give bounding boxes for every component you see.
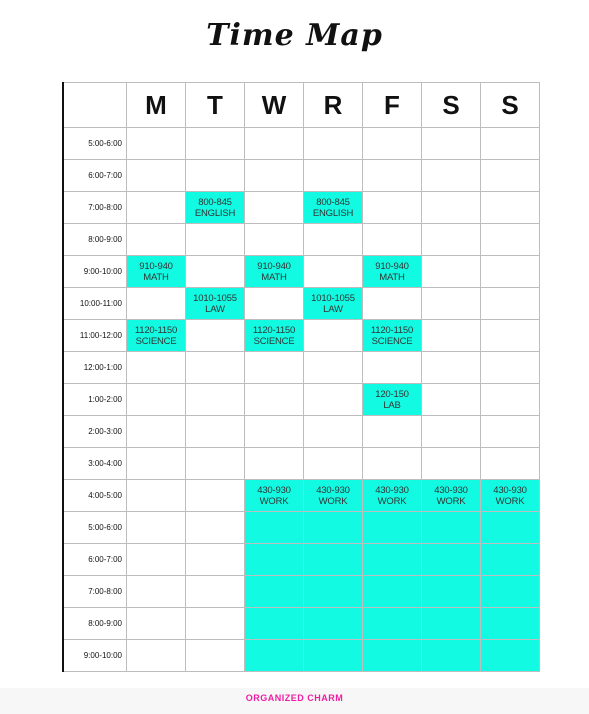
time-row — [63, 608, 540, 640]
event-cell — [363, 320, 422, 352]
event-cell — [363, 480, 422, 512]
empty-cell — [186, 448, 245, 480]
event-fill-cell — [481, 544, 540, 576]
time-slot-label: 5:00-6:00 — [63, 512, 127, 544]
event-cell — [127, 256, 186, 288]
time-row — [63, 288, 540, 320]
time-slot-label: 9:00-10:00 — [63, 640, 127, 672]
empty-cell — [127, 352, 186, 384]
empty-cell — [363, 416, 422, 448]
empty-cell — [186, 512, 245, 544]
event-fill-cell — [422, 640, 481, 672]
event-cell — [422, 480, 481, 512]
event-fill-cell — [304, 576, 363, 608]
event-time: 430-930 — [316, 484, 350, 496]
empty-cell — [186, 576, 245, 608]
empty-cell — [304, 320, 363, 352]
empty-cell — [304, 384, 363, 416]
empty-cell — [363, 288, 422, 320]
time-row — [63, 384, 540, 416]
event-cell — [363, 256, 422, 288]
empty-cell — [304, 416, 363, 448]
empty-cell — [422, 160, 481, 192]
event-time: 1120-1150 — [134, 324, 178, 336]
empty-cell — [245, 352, 304, 384]
time-slot-label: 6:00-7:00 — [63, 160, 127, 192]
day-header-mon: M — [127, 83, 186, 128]
time-row — [63, 640, 540, 672]
time-row — [63, 256, 540, 288]
day-header-tue: T — [186, 83, 245, 128]
time-slot-label: 7:00-8:00 — [63, 192, 127, 224]
empty-cell — [304, 224, 363, 256]
time-slot-label: 5:00-6:00 — [63, 128, 127, 160]
time-slot-label: 10:00-11:00 — [63, 288, 127, 320]
event-label: WORK — [436, 495, 466, 507]
empty-cell — [481, 256, 540, 288]
event-time: 430-930 — [257, 484, 291, 496]
time-row — [63, 320, 540, 352]
empty-cell — [481, 160, 540, 192]
empty-cell — [481, 288, 540, 320]
empty-cell — [422, 448, 481, 480]
day-header-thu: R — [304, 83, 363, 128]
day-header-row — [63, 83, 540, 128]
empty-cell — [422, 384, 481, 416]
event-fill-cell — [304, 512, 363, 544]
empty-cell — [304, 352, 363, 384]
event-cell — [481, 480, 540, 512]
empty-cell — [245, 192, 304, 224]
event-fill-cell — [245, 512, 304, 544]
empty-cell — [127, 448, 186, 480]
empty-cell — [186, 384, 245, 416]
empty-cell — [127, 608, 186, 640]
event-cell — [304, 192, 363, 224]
event-time: 1120-1150 — [252, 324, 296, 336]
empty-cell — [481, 384, 540, 416]
event-fill-cell — [481, 512, 540, 544]
empty-cell — [186, 160, 245, 192]
event-time: 1120-1150 — [370, 324, 414, 336]
empty-cell — [245, 448, 304, 480]
event-label: SCIENCE — [135, 335, 177, 347]
time-slot-label: 4:00-5:00 — [63, 480, 127, 512]
time-row — [63, 480, 540, 512]
empty-cell — [186, 128, 245, 160]
event-time: 430-930 — [375, 484, 409, 496]
empty-cell — [481, 416, 540, 448]
day-header-wed: W — [245, 83, 304, 128]
event-time: 910-940 — [375, 260, 409, 272]
day-header-sun: S — [481, 83, 540, 128]
event-label: WORK — [495, 495, 525, 507]
event-fill-cell — [363, 640, 422, 672]
empty-cell — [127, 640, 186, 672]
event-time: 430-930 — [493, 484, 527, 496]
empty-cell — [245, 128, 304, 160]
empty-cell — [186, 256, 245, 288]
time-row — [63, 416, 540, 448]
event-cell — [304, 480, 363, 512]
empty-cell — [422, 352, 481, 384]
event-cell — [186, 288, 245, 320]
empty-cell — [186, 320, 245, 352]
empty-cell — [363, 448, 422, 480]
empty-cell — [363, 128, 422, 160]
event-cell — [245, 320, 304, 352]
event-time: 120-150 — [375, 388, 409, 400]
event-cell — [363, 384, 422, 416]
empty-cell — [363, 224, 422, 256]
empty-cell — [422, 320, 481, 352]
event-label: WORK — [377, 495, 407, 507]
empty-cell — [245, 224, 304, 256]
event-fill-cell — [422, 608, 481, 640]
event-label: LAW — [323, 303, 343, 315]
event-cell — [304, 288, 363, 320]
time-slot-label: 9:00-10:00 — [63, 256, 127, 288]
event-fill-cell — [363, 512, 422, 544]
event-label: LAW — [205, 303, 225, 315]
empty-cell — [363, 160, 422, 192]
empty-cell — [186, 640, 245, 672]
empty-cell — [245, 288, 304, 320]
empty-cell — [363, 352, 422, 384]
time-slot-label: 11:00-12:00 — [63, 320, 127, 352]
empty-cell — [127, 192, 186, 224]
event-fill-cell — [363, 608, 422, 640]
empty-cell — [127, 576, 186, 608]
time-row — [63, 512, 540, 544]
empty-cell — [481, 320, 540, 352]
empty-cell — [127, 128, 186, 160]
time-slot-label: 7:00-8:00 — [63, 576, 127, 608]
empty-cell — [422, 288, 481, 320]
time-row — [63, 352, 540, 384]
event-fill-cell — [481, 576, 540, 608]
event-cell — [245, 480, 304, 512]
event-fill-cell — [245, 608, 304, 640]
empty-cell — [245, 384, 304, 416]
event-fill-cell — [363, 544, 422, 576]
time-row — [63, 224, 540, 256]
time-slot-label: 12:00-1:00 — [63, 352, 127, 384]
event-time: 1010-1055 — [311, 292, 355, 304]
empty-cell — [304, 256, 363, 288]
empty-cell — [186, 608, 245, 640]
event-label: ENGLISH — [194, 207, 236, 219]
event-label: MATH — [143, 271, 169, 283]
grid-body — [63, 128, 540, 672]
event-time: 800-845 — [316, 196, 350, 208]
event-fill-cell — [422, 544, 481, 576]
time-row — [63, 576, 540, 608]
event-fill-cell — [245, 640, 304, 672]
empty-cell — [127, 160, 186, 192]
empty-cell — [245, 160, 304, 192]
empty-cell — [422, 224, 481, 256]
event-time: 430-930 — [434, 484, 468, 496]
event-fill-cell — [245, 576, 304, 608]
event-label: MATH — [379, 271, 405, 283]
event-fill-cell — [304, 608, 363, 640]
event-label: WORK — [259, 495, 289, 507]
event-label: SCIENCE — [371, 335, 413, 347]
time-slot-label: 2:00-3:00 — [63, 416, 127, 448]
empty-cell — [304, 448, 363, 480]
event-label: LAB — [383, 399, 401, 411]
event-label: SCIENCE — [253, 335, 295, 347]
time-row — [63, 128, 540, 160]
event-cell — [186, 192, 245, 224]
time-slot-label: 3:00-4:00 — [63, 448, 127, 480]
empty-cell — [304, 160, 363, 192]
empty-cell — [422, 416, 481, 448]
empty-cell — [481, 128, 540, 160]
empty-cell — [127, 480, 186, 512]
event-label: WORK — [318, 495, 348, 507]
time-slot-label: 6:00-7:00 — [63, 544, 127, 576]
time-row — [63, 160, 540, 192]
event-fill-cell — [481, 640, 540, 672]
empty-cell — [422, 256, 481, 288]
empty-cell — [127, 544, 186, 576]
empty-cell — [481, 448, 540, 480]
event-cell — [127, 320, 186, 352]
empty-cell — [481, 192, 540, 224]
empty-cell — [186, 416, 245, 448]
time-slot-label: 8:00-9:00 — [63, 608, 127, 640]
empty-cell — [422, 192, 481, 224]
empty-cell — [422, 128, 481, 160]
event-fill-cell — [304, 544, 363, 576]
event-cell — [245, 256, 304, 288]
event-time: 1010-1055 — [193, 292, 237, 304]
time-slot-label: 1:00-2:00 — [63, 384, 127, 416]
empty-cell — [186, 352, 245, 384]
empty-cell — [127, 416, 186, 448]
empty-cell — [481, 352, 540, 384]
event-fill-cell — [481, 608, 540, 640]
event-fill-cell — [245, 544, 304, 576]
event-fill-cell — [304, 640, 363, 672]
empty-cell — [186, 480, 245, 512]
schedule-grid — [62, 82, 540, 672]
footer-brand: ORGANIZED CHARM — [245, 693, 344, 703]
time-row — [63, 544, 540, 576]
event-fill-cell — [422, 576, 481, 608]
page-title: Time Map — [206, 18, 383, 53]
time-row — [63, 192, 540, 224]
event-label: MATH — [261, 271, 287, 283]
empty-cell — [127, 384, 186, 416]
day-header-fri: F — [363, 83, 422, 128]
empty-cell — [186, 224, 245, 256]
event-time: 910-940 — [139, 260, 173, 272]
event-label: ENGLISH — [312, 207, 354, 219]
empty-cell — [186, 544, 245, 576]
time-slot-label: 8:00-9:00 — [63, 224, 127, 256]
empty-cell — [245, 416, 304, 448]
event-fill-cell — [363, 576, 422, 608]
day-header-sat: S — [422, 83, 481, 128]
corner-cell — [63, 83, 127, 128]
empty-cell — [127, 288, 186, 320]
empty-cell — [127, 224, 186, 256]
time-row — [63, 448, 540, 480]
event-fill-cell — [422, 512, 481, 544]
empty-cell — [363, 192, 422, 224]
event-time: 800-845 — [198, 196, 232, 208]
empty-cell — [304, 128, 363, 160]
empty-cell — [127, 512, 186, 544]
event-time: 910-940 — [257, 260, 291, 272]
empty-cell — [481, 224, 540, 256]
